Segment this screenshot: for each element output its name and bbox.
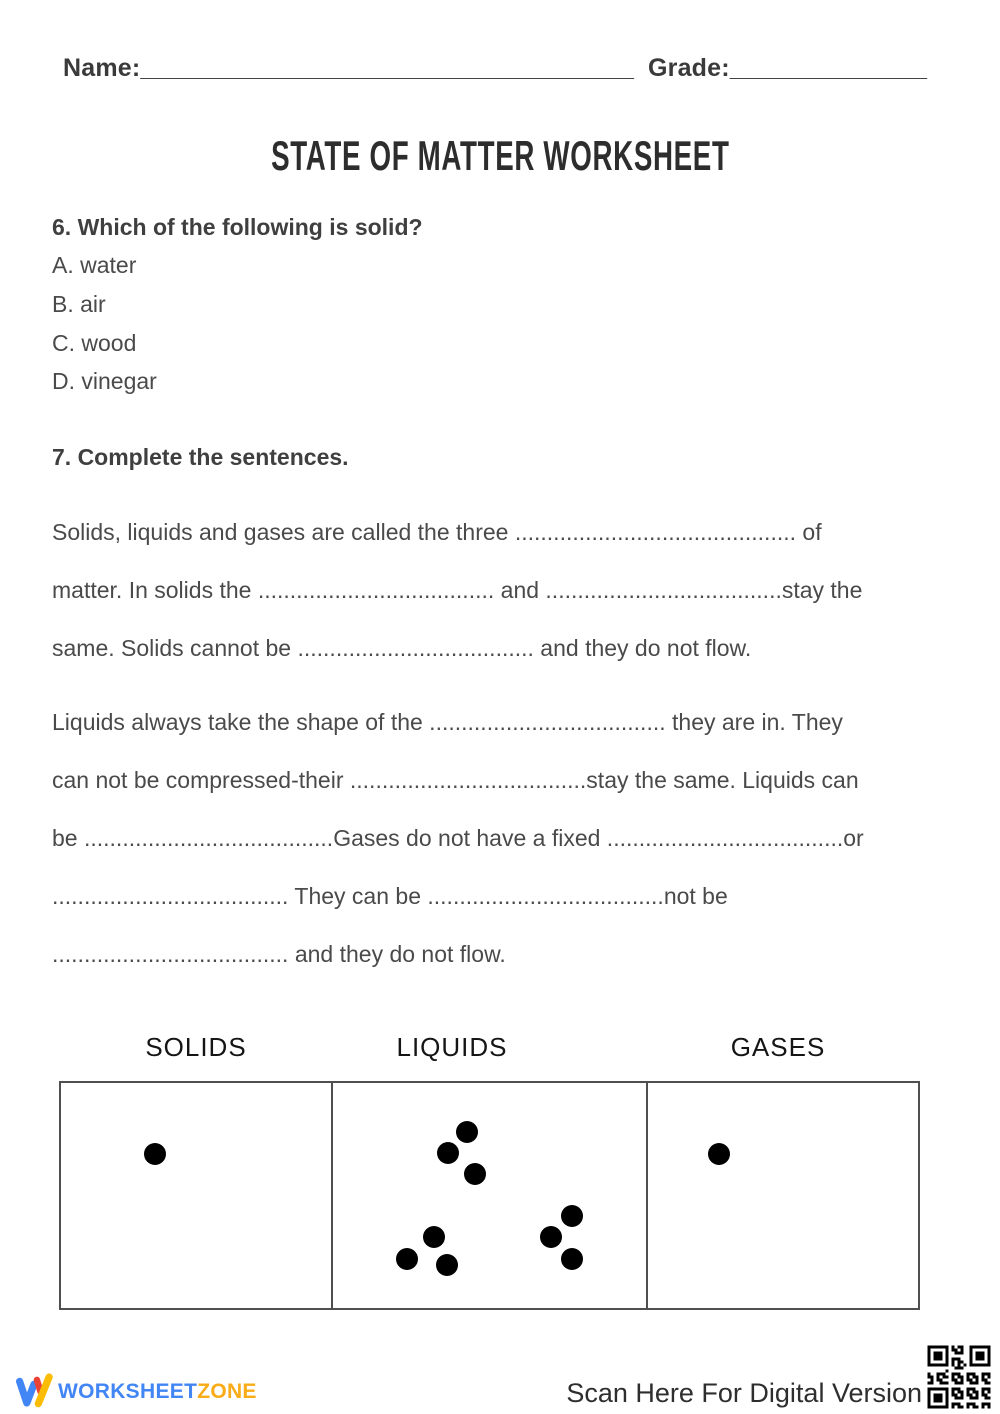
title-row	[0, 132, 1000, 180]
fill-in-line: Liquids always take the shape of the ..................................... they are in. They	[52, 709, 843, 735]
fill-in-line: ..................................... and they do not flow.	[52, 941, 506, 967]
particle-dot	[144, 1143, 166, 1165]
option-c: C. wood	[52, 329, 137, 356]
grade-field	[648, 54, 927, 83]
option-a: A. water	[52, 252, 137, 278]
option-b: B. air	[52, 290, 106, 317]
particle-dot	[437, 1142, 459, 1164]
name-label: Name:	[63, 54, 141, 82]
grade-label: Grade:	[648, 54, 730, 82]
liquids-box	[331, 1083, 648, 1308]
gases-label: GASES	[730, 1032, 826, 1062]
particle-dot	[436, 1254, 458, 1276]
brand-zone: ZONE	[197, 1380, 257, 1403]
particle-dot	[456, 1121, 478, 1143]
qr-code	[926, 1344, 992, 1410]
fill-in-line: ..................................... They can be .....................................not be	[52, 883, 728, 909]
fill-in-paragraph-2	[52, 693, 864, 983]
fill-in-line: can not be compressed-their .....................................stay the same. Liquids can	[52, 767, 859, 793]
solids-label: SOLIDS	[145, 1032, 247, 1062]
page-title: STATE OF MATTER WORKSHEET	[270, 132, 730, 179]
particle-dot	[464, 1163, 486, 1185]
name-blank-line: ___________________________________	[140, 54, 635, 82]
question-7-heading: 7. Complete the sentences.	[52, 444, 349, 470]
particle-dot	[561, 1248, 583, 1270]
grade-blank-line: ______________	[729, 54, 928, 82]
particle-dot	[708, 1143, 730, 1165]
question-6-heading: 6. Which of the following is solid?	[52, 214, 423, 240]
liquids-label: LIQUIDS	[396, 1032, 508, 1062]
fill-in-line: Solids, liquids and gases are called the three ............................................ of	[52, 519, 822, 545]
fill-in-paragraph-1	[52, 503, 862, 677]
particle-dot	[561, 1205, 583, 1227]
solids-box	[61, 1083, 331, 1308]
scan-here-text: Scan Here For Digital Version	[566, 1378, 922, 1408]
particle-diagram	[59, 1081, 920, 1310]
fill-in-line: matter. In solids the ..................................... and .....................................stay the	[52, 577, 863, 603]
name-field	[63, 54, 634, 83]
fill-in-line: same. Solids cannot be ..................................... and they do not flow.	[52, 635, 752, 661]
particle-dot	[396, 1248, 418, 1270]
fill-in-line: be .......................................Gases do not have a fixed .....................................or	[52, 825, 864, 851]
logo-w-icon	[14, 1372, 54, 1408]
worksheetzone-logo	[14, 1372, 257, 1408]
particle-dot	[423, 1226, 445, 1248]
question-6-options	[52, 246, 157, 401]
particle-dot	[540, 1226, 562, 1248]
gases-box	[648, 1083, 918, 1308]
brand-worksheet: WORKSHEET	[58, 1380, 198, 1403]
logo-wordmark	[54, 1380, 257, 1408]
option-d: D. vinegar	[52, 368, 157, 395]
